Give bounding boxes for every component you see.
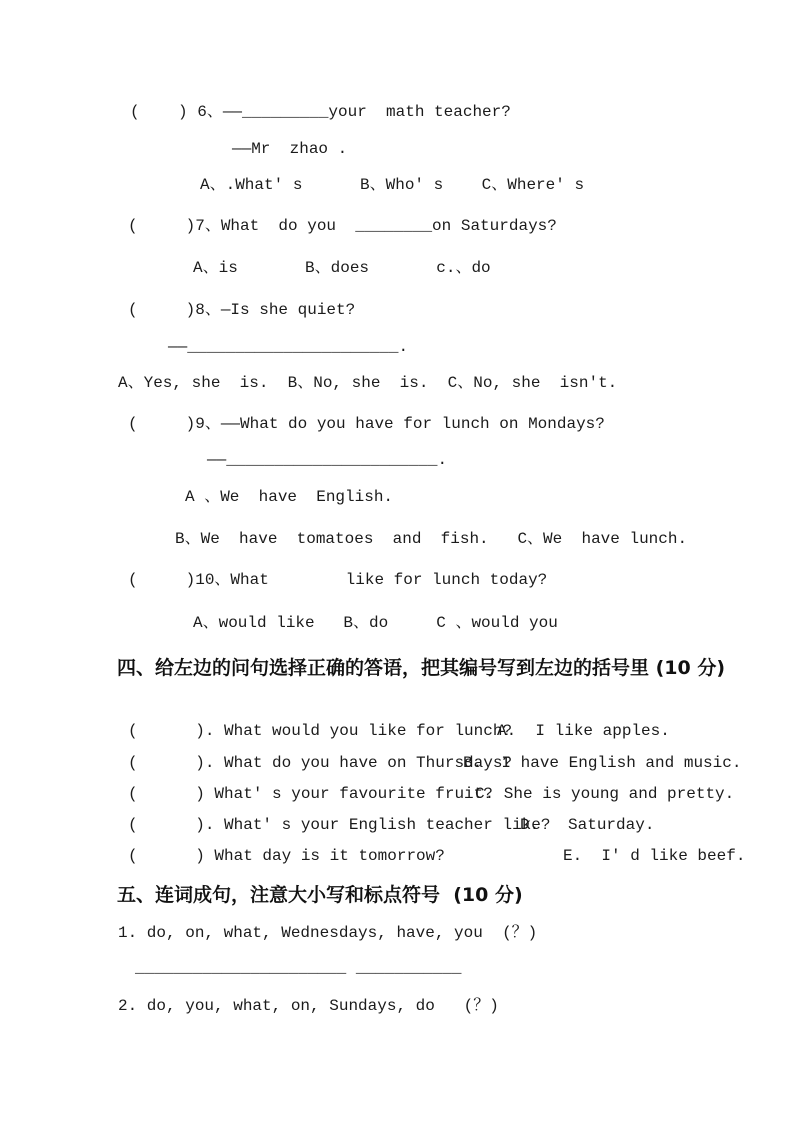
match-row-5-question: ( ) What day is it tomorrow? [128, 847, 445, 865]
question-8-answer-blank: ——______________________. [168, 338, 409, 356]
question-6-line: ( ) 6、——_________your math teacher? [130, 103, 511, 121]
question-7-options: A、is B、does c.、do [193, 259, 491, 277]
question-7-line: ( )7、What do you ________on Saturdays? [128, 217, 557, 235]
match-row-2-question: ( ). What do you have on Thursdays? [128, 754, 513, 772]
question-6-response-line: ——Mr zhao . [232, 140, 348, 158]
match-row-1-question: ( ). What would you like for lunch? [128, 722, 513, 740]
question-9-answer-blank: ——______________________. [207, 451, 448, 469]
answer-blank-line: ______________________ ___________ [135, 959, 462, 977]
question-10-line: ( )10、What like for lunch today? [128, 571, 548, 589]
match-row-3-question: ( ) What' s your favourite fruit? [128, 785, 493, 803]
rearrange-item-1: 1. do, on, what, Wednesdays, have, you (？) [118, 924, 538, 942]
question-9-line: ( )9、——What do you have for lunch on Mondays? [128, 415, 605, 433]
match-row-1-answer: A. I like apples. [497, 722, 670, 740]
match-row-4-question: ( ). What' s your English teacher like? [128, 816, 551, 834]
rearrange-item-2: 2. do, you, what, on, Sundays, do (？) [118, 997, 499, 1015]
question-8-line: ( )8、—Is she quiet? [128, 301, 356, 319]
section-4-heading: 四、给左边的问句选择正确的答语，把其编号写到左边的括号里 (10 分) [117, 657, 726, 679]
question-6-options: A、.What' s B、Who' s C、Where' s [200, 176, 585, 194]
match-row-2-answer: B. I have English and music. [463, 754, 742, 772]
question-8-options: A、Yes, she is. B、No, she is. C、No, she isn't. [118, 374, 618, 392]
match-row-4-answer: D. Saturday. [520, 816, 655, 834]
question-9-option-a: A 、We have English. [185, 488, 394, 506]
question-10-options: A、would like B、do C 、would you [193, 614, 558, 632]
match-row-5-answer: E. I' d like beef. [563, 847, 746, 865]
question-9-options-bc: B、We have tomatoes and fish. C、We have lunch. [175, 530, 688, 548]
section-5-heading: 五、连词成句，注意大小写和标点符号 (10 分) [117, 884, 523, 906]
match-row-3-answer: C. She is young and pretty. [475, 785, 735, 803]
